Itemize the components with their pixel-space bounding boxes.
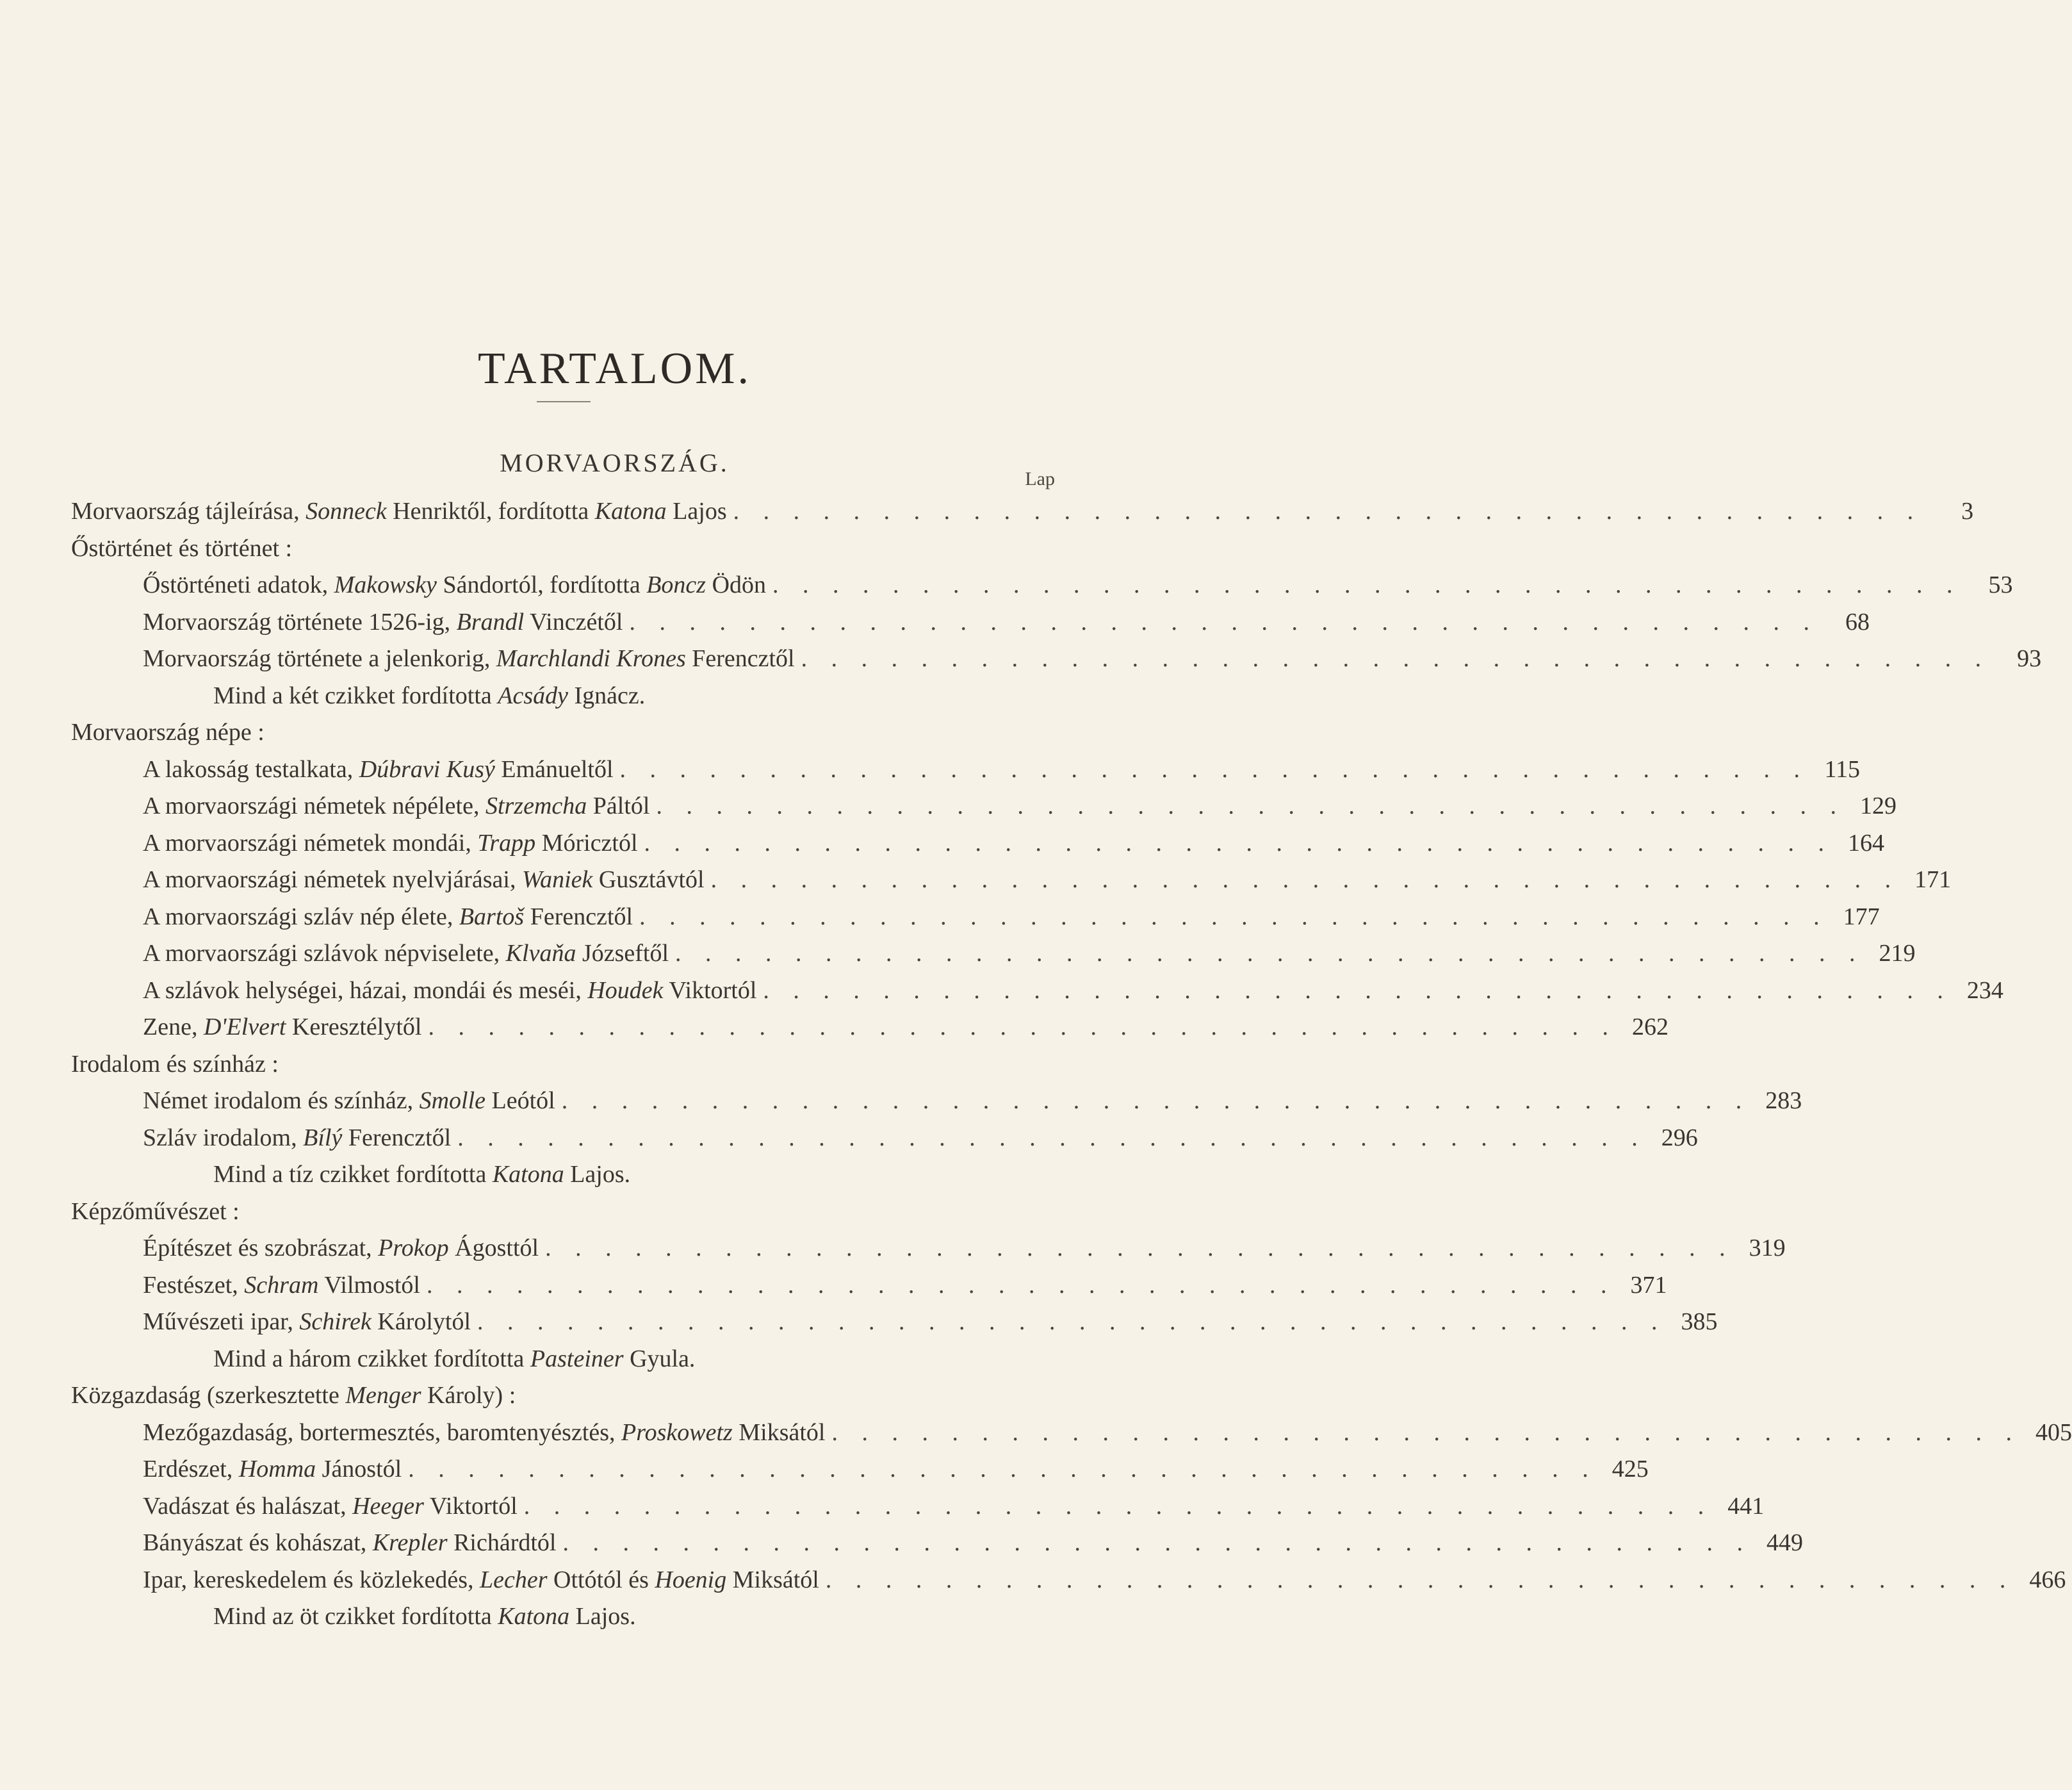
toc-author-name: Katona [498, 1603, 570, 1630]
toc-page-number: 385 [1681, 1308, 1718, 1335]
toc-entry-title [71, 1377, 516, 1415]
toc-author-name: Strzemcha [485, 792, 587, 819]
toc-entry [71, 751, 1861, 789]
toc-entry-title [143, 825, 638, 862]
toc-title-text: Viktortól [663, 976, 757, 1004]
toc-entry-row [143, 973, 2003, 1010]
toc-title-text: Vilmostól [318, 1271, 420, 1299]
toc-title-text: A morvaországi szláv nép élete, [143, 903, 459, 930]
toc-title-text: Jánostól [316, 1456, 402, 1482]
toc-author-name: Boncz [646, 571, 706, 598]
toc-title-text: Keresztélytől [286, 1014, 422, 1040]
toc-entry [71, 1046, 1055, 1083]
toc-entry [71, 973, 2003, 1010]
toc-title-text: Henriktől, fordította [386, 498, 595, 525]
toc-entry-title [213, 1156, 630, 1194]
toc-entry [71, 678, 1055, 715]
toc-title-text: Károly) : [421, 1382, 516, 1409]
toc-page-number: 371 [1630, 1271, 1667, 1299]
toc-title-text: A szlávok helységei, házai, mondái és meséi, [143, 976, 588, 1004]
toc-entry-title [143, 935, 669, 973]
toc-page-number: 262 [1631, 1014, 1668, 1040]
table-of-contents [71, 493, 2072, 1636]
toc-title-text: Művészeti ipar, [143, 1308, 300, 1335]
dot-leader: . . . . . . . . . . . . . . . . . . . . . . . . . . . . . . . . . . . . . . . . [619, 755, 1809, 783]
toc-entry-title [71, 1194, 240, 1231]
toc-title-text: Mind az öt czikket fordította [213, 1603, 498, 1630]
toc-page-number: 405 [2035, 1418, 2072, 1446]
toc-entry-row [143, 1304, 1718, 1341]
toc-entry-row [213, 1341, 1055, 1378]
toc-title-text: Emánueltől [494, 755, 614, 783]
toc-entry-title [143, 1415, 825, 1452]
toc-entry-row [71, 1377, 1055, 1415]
toc-author-name: Prokop [378, 1235, 449, 1261]
toc-page-number: 219 [1879, 940, 1916, 967]
toc-entry-row [143, 1415, 2072, 1452]
toc-entry-title [143, 1009, 421, 1046]
toc-title-text: Károlytól [371, 1308, 471, 1335]
toc-entry-title [213, 1598, 636, 1636]
dot-leader: . . . . . . . . . . . . . . . . . . . . . . . . . . . . . . . . . . . . . . . . [763, 976, 1952, 1004]
toc-title-text: A morvaországi németek nyelvjárásai, [143, 866, 522, 893]
toc-author-name: Sonneck [306, 498, 387, 525]
toc-page-number: 129 [1859, 792, 1897, 819]
toc-page-number: 177 [1843, 903, 1880, 930]
toc-page-number: 283 [1765, 1087, 1802, 1114]
toc-entry-row [71, 493, 1974, 530]
toc-entry-title [213, 678, 645, 715]
toc-author-name: Waniek [521, 866, 593, 893]
toc-entry [71, 1525, 1803, 1562]
toc-entry-title [143, 567, 766, 604]
toc-entry-title [71, 714, 265, 751]
toc-title-text: Morvaország tájleírása, [71, 498, 306, 525]
toc-author-name: Homma [238, 1456, 316, 1482]
toc-title-text: Szláv irodalom, [143, 1124, 304, 1151]
toc-entry [71, 493, 1974, 530]
toc-author-name: Trapp [477, 829, 536, 857]
toc-title-text: Miksától [732, 1418, 826, 1446]
toc-entry [71, 641, 2042, 678]
toc-author-name: D'Elvert [203, 1014, 286, 1040]
toc-page-number: 68 [1845, 608, 1870, 636]
toc-author-name: Houdek [587, 976, 664, 1004]
toc-entry [71, 1304, 1718, 1341]
toc-entry [71, 1562, 2066, 1599]
toc-author-name: Hoenig [655, 1566, 727, 1593]
toc-entry [71, 935, 1916, 973]
toc-entry-row [143, 899, 1880, 936]
toc-author-name: Smolle [419, 1087, 486, 1114]
page-title: TARTALOM. [478, 343, 751, 393]
toc-author-name: Menger [345, 1382, 421, 1409]
toc-entry-row [71, 1194, 1055, 1231]
dot-leader: . . . . . . . . . . . . . . . . . . . . . . . . . . . . . . . . . . . . . . . . [772, 571, 1962, 598]
toc-author-name: Dúbravi Kusý [359, 755, 495, 783]
toc-title-text: Sándortól, fordította [437, 571, 647, 598]
toc-entry-row [213, 678, 1055, 715]
toc-page-number: 449 [1766, 1529, 1803, 1556]
dot-leader: . . . . . . . . . . . . . . . . . . . . . . . . . . . . . . . . . . . . . . . . [408, 1456, 1597, 1482]
toc-page-number: 234 [1966, 976, 2003, 1004]
toc-title-text: Mezőgazdaság, bortermesztés, baromtenyésztés, [143, 1418, 622, 1446]
toc-title-text: Bányászat és kohászat, [143, 1529, 373, 1556]
toc-author-name: Krepler [372, 1529, 448, 1556]
dot-leader: . . . . . . . . . . . . . . . . . . . . . . . . . . . . . . . . . . . . . . . . [428, 1014, 1617, 1040]
toc-entry-row [143, 825, 1885, 862]
toc-entry-row [143, 1525, 1803, 1562]
toc-entry-title [213, 1341, 695, 1378]
toc-page-number: 296 [1661, 1124, 1698, 1151]
title-divider [537, 401, 591, 402]
toc-title-text: Vinczétől [524, 608, 623, 636]
toc-title-text: Lajos [666, 498, 727, 525]
toc-entry [71, 1009, 1668, 1046]
toc-entry-title [143, 788, 649, 825]
toc-title-text: Erdészet, [143, 1456, 239, 1482]
toc-author-name: Proskowetz [621, 1418, 733, 1446]
dot-leader: . . . . . . . . . . . . . . . . . . . . . . . . . . . . . . . . . . . . . . . . [629, 608, 1818, 636]
toc-entry [71, 1194, 1055, 1231]
toc-title-text: A morvaországi németek népélete, [143, 792, 485, 819]
toc-page-number: 466 [2029, 1566, 2066, 1593]
dot-leader: . . . . . . . . . . . . . . . . . . . . . . . . . . . . . . . . . . . . . . . . [675, 940, 1864, 967]
toc-entry [71, 714, 1055, 751]
toc-title-text: A lakosság testalkata, [143, 755, 359, 783]
toc-author-name: Pasteiner [530, 1345, 624, 1372]
toc-entry-row [143, 1230, 1786, 1267]
toc-title-text: Lajos. [564, 1161, 631, 1188]
toc-page-number: 164 [1848, 829, 1885, 857]
toc-title-text: Ferencztől [342, 1124, 452, 1151]
toc-entry [71, 1451, 1649, 1488]
toc-entry [71, 530, 1055, 568]
toc-author-name: Makowsky [334, 571, 437, 598]
dot-leader: . . . . . . . . . . . . . . . . . . . . . . . . . . . . . . . . . . . . . . . . [825, 1566, 2015, 1593]
toc-page-number: 3 [1961, 498, 1974, 525]
toc-entry [71, 1488, 1765, 1525]
toc-title-text: Irodalom és színház : [71, 1050, 279, 1078]
toc-title-text: Gyula. [623, 1345, 696, 1372]
toc-author-name: Schirek [299, 1308, 371, 1335]
toc-title-text: Páltól [587, 792, 650, 819]
toc-entry-title [71, 1046, 279, 1083]
toc-title-text: Viktortól [423, 1492, 518, 1520]
toc-entry [71, 567, 2013, 604]
toc-entry-row [143, 862, 1952, 899]
toc-entry [71, 1156, 1055, 1194]
toc-title-text: Mind a tíz czikket fordította [213, 1161, 493, 1188]
toc-title-text: Ottótól és [547, 1566, 655, 1593]
toc-entry-title [143, 862, 705, 899]
toc-entry-title [143, 899, 633, 936]
toc-author-name: Bílý [303, 1124, 343, 1151]
toc-author-name: Katona [492, 1161, 564, 1188]
toc-title-text: Képzőművészet : [71, 1197, 240, 1225]
toc-page-number: 441 [1727, 1492, 1765, 1520]
toc-entry-row [143, 1488, 1765, 1525]
toc-author-name: Brandl [456, 608, 525, 636]
toc-entry-title [143, 1267, 420, 1304]
toc-entry [71, 1230, 1786, 1267]
dot-leader: . . . . . . . . . . . . . . . . . . . . . . . . . . . . . . . . . . . . . . . . [426, 1271, 1616, 1299]
toc-title-text: Leótól [485, 1087, 555, 1114]
toc-entry-title [143, 973, 756, 1010]
toc-entry [71, 899, 1880, 936]
toc-title-text: Lajos. [569, 1603, 636, 1630]
toc-entry [71, 788, 1897, 825]
toc-entry-row [143, 1083, 1802, 1120]
toc-title-text: Morvaország története a jelenkorig, [143, 645, 496, 672]
toc-page-number: 425 [1611, 1456, 1649, 1482]
toc-page-number: 93 [2017, 645, 2042, 672]
toc-entry-row [143, 788, 1897, 825]
toc-entry-row [143, 1451, 1649, 1488]
dot-leader: . . . . . . . . . . . . . . . . . . . . . . . . . . . . . . . . . . . . . . . . [545, 1235, 1734, 1261]
toc-entry-title [143, 1451, 402, 1488]
toc-page-number: 319 [1749, 1235, 1786, 1261]
toc-entry-row [143, 1562, 2066, 1599]
toc-title-text: Ferencztől [685, 645, 795, 672]
toc-title-text: Mind a három czikket fordította [213, 1345, 530, 1372]
toc-title-text: Mind a két czikket fordította [213, 682, 498, 709]
toc-entry [71, 1415, 2072, 1452]
toc-title-text: A morvaországi németek mondái, [143, 829, 478, 857]
toc-author-name: Bartoš [459, 903, 525, 930]
dot-leader: . . . . . . . . . . . . . . . . . . . . . . . . . . . . . . . . . . . . . . . . [831, 1418, 2021, 1446]
toc-entry [71, 1598, 1055, 1636]
toc-entry [71, 1377, 1055, 1415]
toc-title-text: Építészet és szobrászat, [143, 1235, 379, 1261]
toc-author-name: Marchlandi Krones [496, 645, 686, 672]
toc-entry-title [143, 1083, 555, 1120]
toc-entry-title [143, 1488, 518, 1525]
toc-entry-row [143, 604, 1870, 641]
toc-entry [71, 1341, 1055, 1378]
toc-entry-title [71, 493, 727, 530]
toc-entry-title [71, 530, 292, 568]
toc-entry-row [143, 641, 2042, 678]
toc-title-text: Őstörténeti adatok, [143, 571, 334, 598]
section-title: MORVAORSZÁG. [500, 448, 730, 478]
toc-entry [71, 604, 1870, 641]
dot-leader: . . . . . . . . . . . . . . . . . . . . . . . . . . . . . . . . . . . . . . . . [639, 903, 1829, 930]
toc-entry-title [143, 1304, 471, 1341]
toc-entry-title [143, 641, 795, 678]
dot-leader: . . . . . . . . . . . . . . . . . . . . . . . . . . . . . . . . . . . . . . . . [710, 866, 1900, 893]
toc-author-name: Schram [244, 1271, 319, 1299]
dot-leader: . . . . . . . . . . . . . . . . . . . . . . . . . . . . . . . . . . . . . . . . [523, 1492, 1713, 1520]
page-column-label: Lap [1025, 468, 1055, 489]
toc-author-name: Katona [594, 498, 667, 525]
toc-title-text: Miksától [726, 1566, 819, 1593]
toc-entry-row [213, 1156, 1055, 1194]
toc-title-text: Ödön [706, 571, 767, 598]
toc-entry-title [143, 604, 623, 641]
toc-entry-row [143, 1120, 1698, 1157]
toc-author-name: Lecher [480, 1566, 548, 1593]
toc-entry-title [143, 1120, 451, 1157]
toc-entry-row [71, 1046, 1055, 1083]
toc-author-name: Heeger [352, 1492, 424, 1520]
toc-page-number: 171 [1914, 866, 1952, 893]
toc-title-text: Zene, [143, 1014, 204, 1040]
toc-title-text: Vadászat és halászat, [143, 1492, 353, 1520]
dot-leader: . . . . . . . . . . . . . . . . . . . . . . . . . . . . . . . . . . . . . . . . [477, 1308, 1667, 1335]
toc-title-text: Ágosttól [448, 1235, 539, 1261]
dot-leader: . . . . . . . . . . . . . . . . . . . . . . . . . . . . . . . . . . . . . . . . [656, 792, 1845, 819]
toc-title-text: Morvaország története 1526-ig, [143, 608, 457, 636]
toc-page-number: 53 [1988, 571, 2013, 598]
toc-entry [71, 825, 1885, 862]
dot-leader: . . . . . . . . . . . . . . . . . . . . . . . . . . . . . . . . . . . . . . . . [644, 829, 1834, 857]
toc-entry [71, 1267, 1667, 1304]
toc-entry-row [143, 1267, 1667, 1304]
toc-entry-row [71, 530, 1055, 568]
toc-entry-title [143, 1230, 539, 1267]
toc-entry-row [143, 567, 2013, 604]
toc-title-text: Ignácz. [568, 682, 646, 709]
toc-title-text: Ferencztől [524, 903, 633, 930]
toc-title-text: Festészet, [143, 1271, 245, 1299]
toc-title-text: Őstörténet és történet : [71, 534, 293, 562]
toc-title-text: Ipar, kereskedelem és közlekedés, [143, 1566, 480, 1593]
toc-page-number: 115 [1824, 755, 1861, 783]
dot-leader: . . . . . . . . . . . . . . . . . . . . . . . . . . . . . . . . . . . . . . . . [801, 645, 1991, 672]
dot-leader: . . . . . . . . . . . . . . . . . . . . . . . . . . . . . . . . . . . . . . . . [457, 1124, 1647, 1151]
toc-title-text: A morvaországi szlávok népviselete, [143, 940, 506, 967]
dot-leader: . . . . . . . . . . . . . . . . . . . . . . . . . . . . . . . . . . . . . . . . [561, 1087, 1751, 1114]
toc-author-name: Acsády [498, 682, 568, 709]
toc-entry [71, 1083, 1802, 1120]
toc-entry-row [213, 1598, 1055, 1636]
dot-leader: . . . . . . . . . . . . . . . . . . . . . . . . . . . . . . . . . . . . . . . . [733, 498, 1923, 525]
toc-title-text: Richárdtól [447, 1529, 557, 1556]
toc-entry-row [143, 1009, 1668, 1046]
toc-title-text: Móricztól [535, 829, 638, 857]
toc-title-text: Gusztávtól [592, 866, 705, 893]
toc-entry [71, 1120, 1698, 1157]
toc-title-text: Német irodalom és színház, [143, 1087, 420, 1114]
toc-entry-title [143, 1562, 819, 1599]
toc-entry-row [143, 751, 1861, 789]
toc-author-name: Klvaňa [505, 940, 576, 967]
toc-entry-title [143, 751, 614, 789]
toc-title-text: Morvaország népe : [71, 719, 265, 746]
toc-title-text: Közgazdaság (szerkesztette [71, 1382, 346, 1409]
toc-entry-title [143, 1525, 556, 1562]
toc-entry [71, 862, 1952, 899]
toc-entry-row [143, 935, 1916, 973]
toc-title-text: Józseftől [576, 940, 669, 967]
dot-leader: . . . . . . . . . . . . . . . . . . . . . . . . . . . . . . . . . . . . . . . . [562, 1529, 1752, 1556]
toc-entry-row [71, 714, 1055, 751]
